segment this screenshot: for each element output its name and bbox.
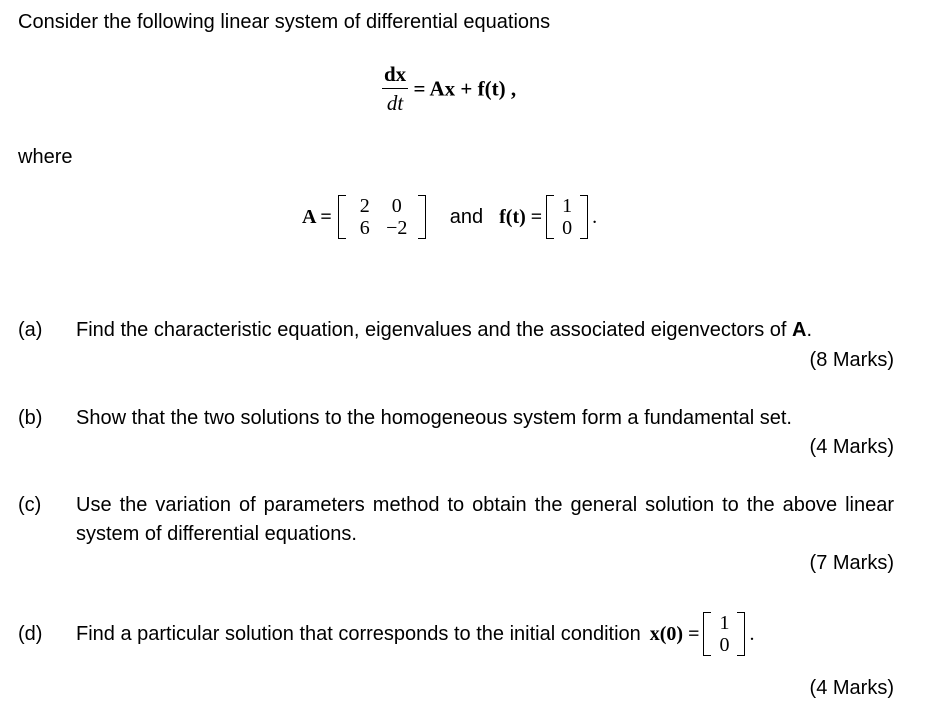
vector-cell: 1: [719, 612, 730, 634]
part-c-label: (c): [18, 494, 42, 516]
right-bracket: [580, 195, 588, 239]
right-bracket: [737, 612, 745, 656]
left-bracket: [546, 195, 554, 239]
matrix-cell: 6: [359, 217, 370, 239]
definitions-row: [302, 195, 597, 239]
part-a-text-bold: A: [792, 319, 807, 341]
part-a-text: [76, 316, 896, 345]
matrix-a: [338, 195, 426, 239]
initial-condition-lhs: x(0) =: [649, 622, 700, 645]
intro-text: Consider the following linear system of differential equations: [18, 11, 551, 33]
period: .: [749, 622, 755, 645]
matrix-cell: −2: [386, 217, 408, 239]
right-bracket: [418, 195, 426, 239]
fraction-numerator: dx: [382, 64, 408, 89]
matrix-cell: 0: [391, 195, 402, 217]
matrix-cell: 2: [359, 195, 370, 217]
equation-rhs: = Ax + f(t) ,: [413, 76, 517, 101]
vector-cell: 0: [719, 634, 730, 656]
part-d-row: [76, 601, 754, 667]
period: .: [592, 205, 598, 228]
vector-f: [546, 195, 588, 239]
part-b-marks: (4 Marks): [809, 436, 894, 458]
part-a-text-end: .: [806, 319, 813, 341]
vector-f-cells: [554, 195, 580, 239]
main-equation: [382, 64, 516, 114]
part-a-marks: (8 Marks): [809, 349, 894, 371]
fraction-denominator: dt: [386, 91, 404, 115]
part-c-text: Use the variation of parameters method to obtain the general solution to the above linear system of differential equations.: [76, 494, 894, 545]
vector-cell: 1: [562, 195, 573, 217]
left-bracket: [703, 612, 711, 656]
part-d-label: (d): [18, 623, 43, 645]
vector-f-label: f(t) =: [499, 205, 543, 228]
initial-condition-vector: [703, 612, 745, 656]
and-text: and: [449, 205, 484, 228]
where-text: where: [18, 146, 73, 168]
part-a-label: (a): [18, 319, 43, 341]
matrix-a-cells: [346, 195, 418, 239]
vector-cell: 0: [562, 217, 573, 239]
part-b-label: (b): [18, 407, 43, 429]
part-d-text: Find a particular solution that corresponds to the initial condition: [76, 622, 641, 645]
initial-vector-cells: [711, 612, 737, 656]
part-a-text-main: Find the characteristic equation, eigenvalues and the associated eigenvectors of: [76, 319, 792, 341]
part-b-text: Show that the two solutions to the homogeneous system form a fundamental set.: [76, 407, 792, 429]
derivative-fraction: [382, 64, 408, 114]
matrix-a-label: A =: [302, 205, 332, 228]
part-d-marks: (4 Marks): [809, 677, 894, 699]
part-c-marks: (7 Marks): [809, 552, 894, 574]
left-bracket: [338, 195, 346, 239]
